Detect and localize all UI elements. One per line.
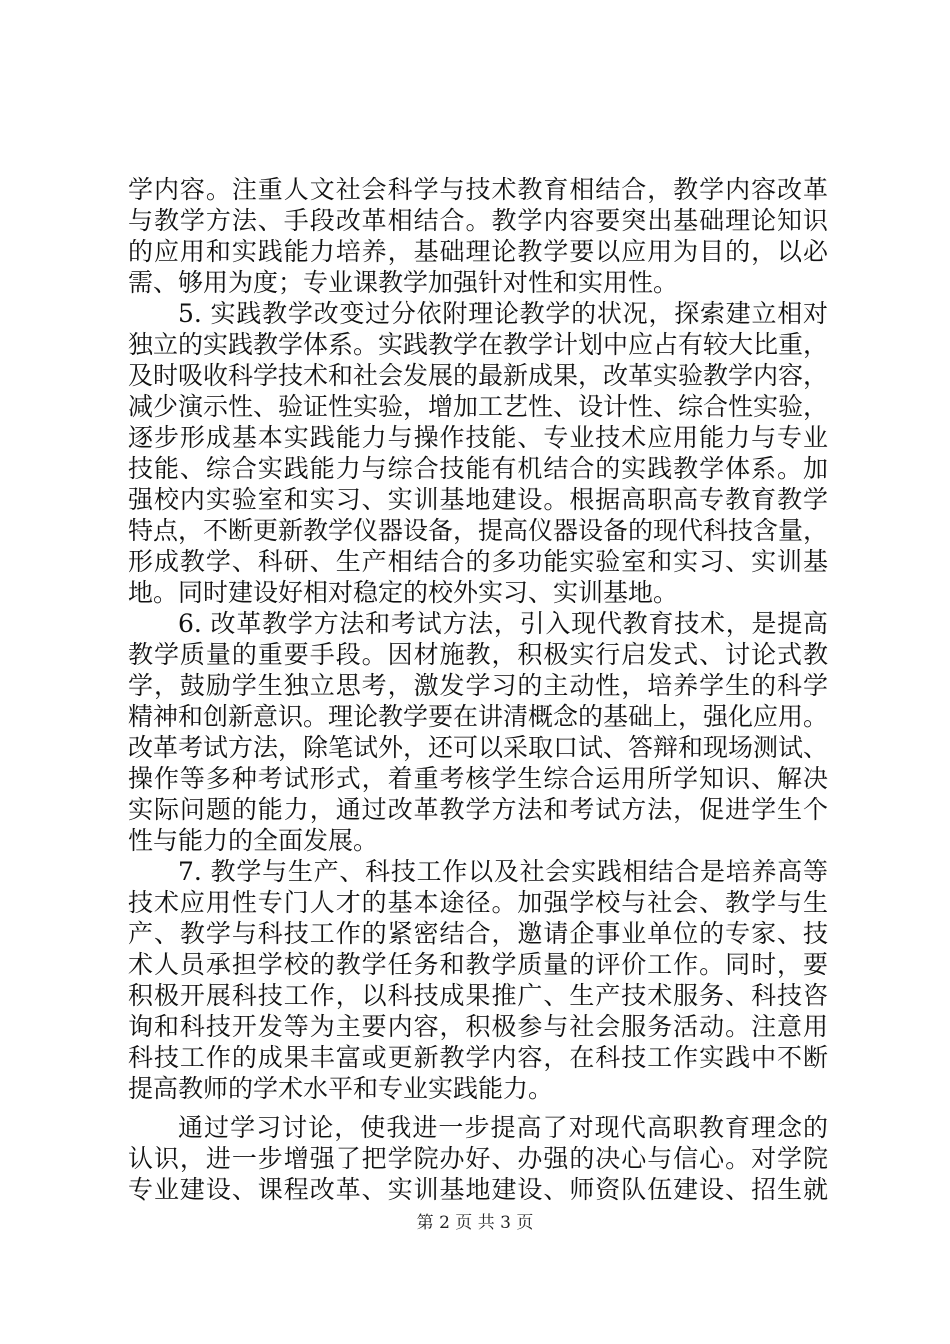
- text-line: 技术应用性专门人才的基本途径。加强学校与社会、教学与生: [128, 888, 828, 917]
- document-body: [128, 174, 828, 1205]
- text-line: 6. 改革教学方法和考试方法，引入现代教育技术，是提高: [178, 609, 828, 638]
- text-line: 专业建设、课程改革、实训基地建设、师资队伍建设、招生就: [128, 1175, 828, 1204]
- text-line: 地。同时建设好相对稳定的校外实习、实训基地。: [128, 578, 679, 607]
- text-line: 实际问题的能力，通过改革教学方法和考试方法，促进学生个: [128, 795, 828, 824]
- text-line: 特点，不断更新教学仪器设备，提高仪器设备的现代科技含量，: [128, 516, 829, 545]
- text-line: 技能、综合实践能力与综合技能有机结合的实践教学体系。加: [128, 454, 828, 483]
- text-line: 需、够用为度；专业课教学加强针对性和实用性。: [128, 268, 679, 297]
- text-line: 学，鼓励学生独立思考，激发学习的主动性，培养学生的科学: [128, 671, 828, 700]
- text-line: 提高教师的学术水平和专业实践能力。: [128, 1074, 554, 1103]
- text-line: 操作等多种考试形式，着重考核学生综合运用所学知识、解决: [128, 764, 828, 793]
- text-line: 的应用和实践能力培养，基础理论教学要以应用为目的，以必: [128, 237, 828, 266]
- text-line: 产、教学与科技工作的紧密结合，邀请企事业单位的专家、技: [128, 919, 828, 948]
- text-line: 减少演示性、验证性实验，增加工艺性、设计性、综合性实验，: [128, 392, 829, 421]
- text-line: 强校内实验室和实习、实训基地建设。根据高职高专教育教学: [128, 485, 828, 514]
- text-line: 认识，进一步增强了把学院办好、办强的决心与信心。对学院: [128, 1144, 828, 1173]
- text-line: 通过学习讨论，使我进一步提高了对现代高职教育理念的: [178, 1113, 828, 1142]
- text-line: 性与能力的全面发展。: [128, 826, 379, 855]
- text-line: 教学质量的重要手段。因材施教，积极实行启发式、讨论式教: [128, 640, 828, 669]
- text-line: 询和科技开发等为主要内容，积极参与社会服务活动。注意用: [128, 1012, 828, 1041]
- text-line: 与教学方法、手段改革相结合。教学内容要突出基础理论知识: [128, 206, 828, 235]
- text-line: 独立的实践教学体系。实践教学在教学计划中应占有较大比重，: [128, 330, 829, 359]
- text-line: 积极开展科技工作，以科技成果推广、生产技术服务、科技咨: [128, 981, 828, 1010]
- text-line: 科技工作的成果丰富或更新教学内容，在科技工作实践中不断: [128, 1043, 828, 1072]
- text-line: 5. 实践教学改变过分依附理论教学的状况，探索建立相对: [178, 299, 828, 328]
- text-line: 学内容。注重人文社会科学与技术教育相结合，教学内容改革: [128, 175, 828, 204]
- text-line: 改革考试方法，除笔试外，还可以采取口试、答辩和现场测试、: [128, 733, 829, 762]
- text-line: 7. 教学与生产、科技工作以及社会实践相结合是培养高等: [178, 857, 828, 886]
- text-line: 及时吸收科学技术和社会发展的最新成果，改革实验教学内容，: [128, 361, 829, 390]
- text-line: 精神和创新意识。理论教学要在讲清概念的基础上，强化应用。: [128, 702, 829, 731]
- page-number-footer: 第 2 页 共 3 页: [416, 1213, 534, 1233]
- paragraph-gap: [128, 1104, 828, 1112]
- text-line: 术人员承担学校的教学任务和教学质量的评价工作。同时，要: [128, 950, 828, 979]
- text-line: 形成教学、科研、生产相结合的多功能实验室和实习、实训基: [128, 547, 828, 576]
- text-line: 逐步形成基本实践能力与操作技能、专业技术应用能力与专业: [128, 423, 828, 452]
